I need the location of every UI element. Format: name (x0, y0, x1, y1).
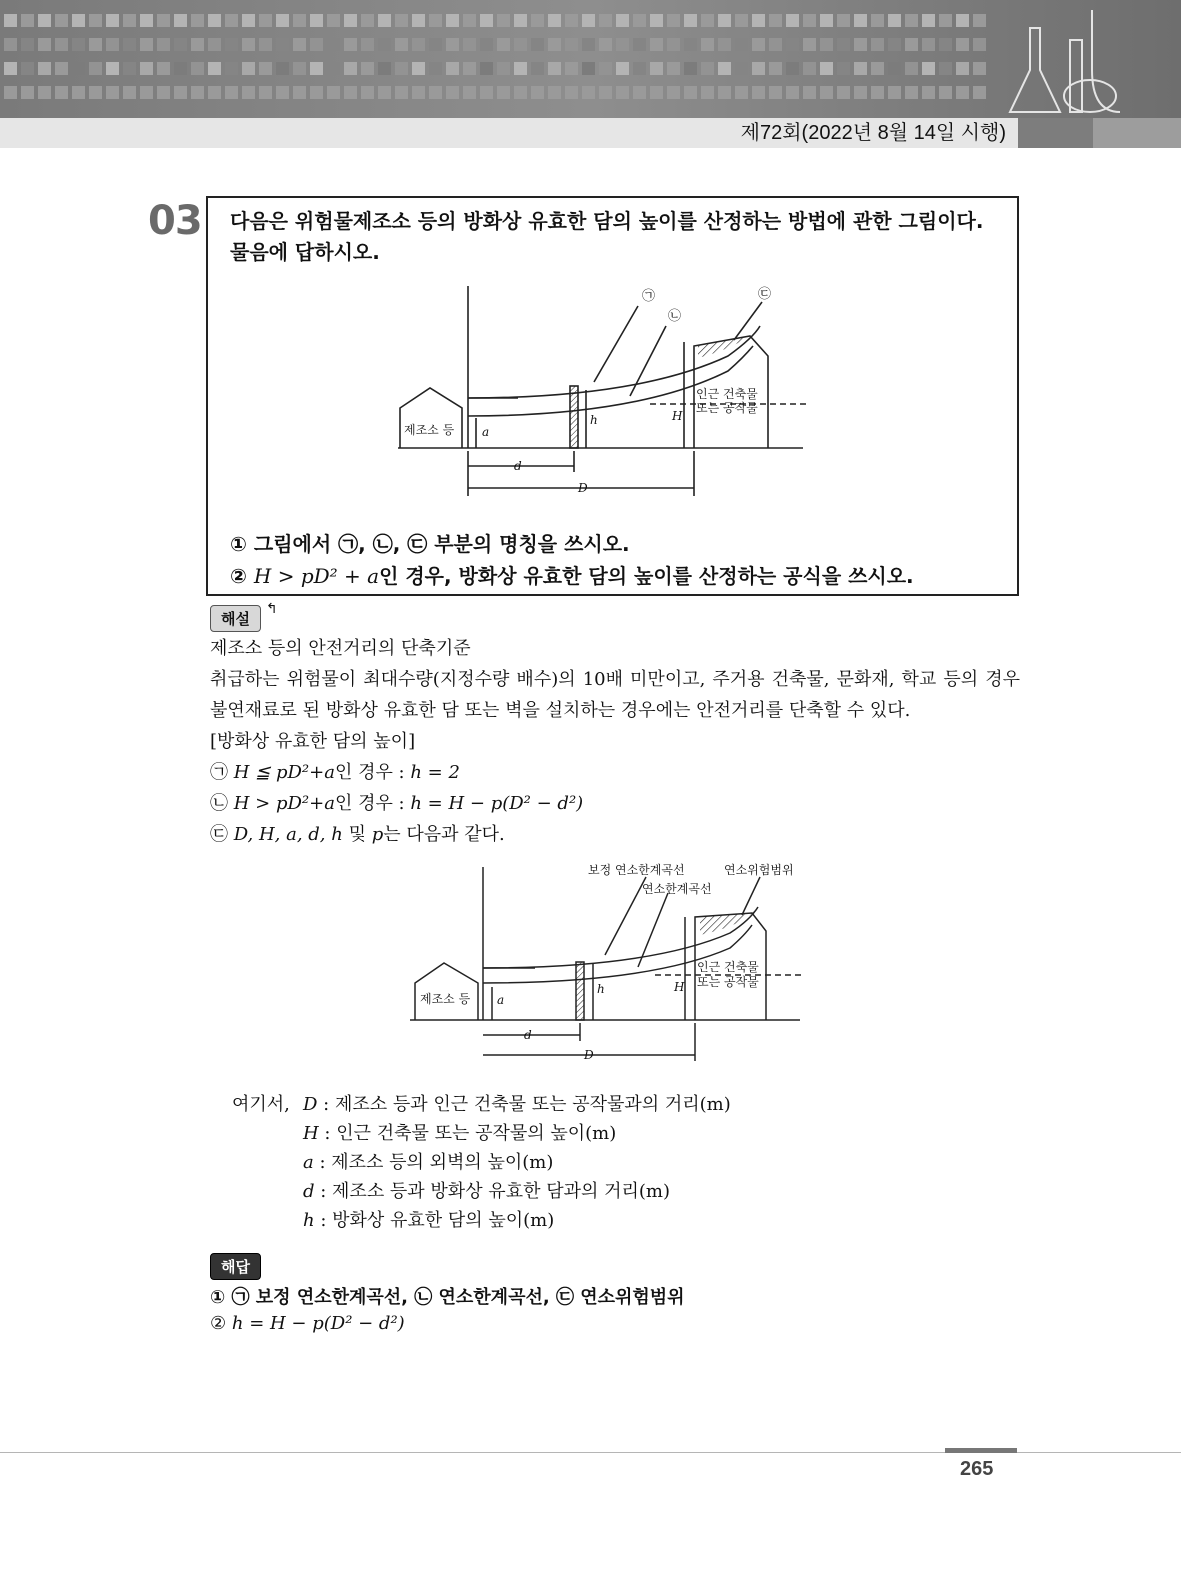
banner-tile (361, 38, 374, 51)
banner-tile (616, 86, 629, 99)
banner-tile (531, 14, 544, 27)
banner-tile (412, 38, 425, 51)
banner-tile (123, 38, 136, 51)
question-text: 다음은 위험물제조소 등의 방화상 유효한 담의 높이를 산정하는 방법에 관한 그림이다. 물음에 답하시오. (230, 209, 984, 264)
banner-tile (463, 62, 476, 75)
banner-tile (905, 86, 918, 99)
banner-tile (905, 62, 918, 75)
fig1-marker-a: ㉠ (642, 289, 656, 304)
banner-tile (565, 38, 578, 51)
banner-tile (854, 62, 867, 75)
banner-tile (463, 14, 476, 27)
banner-tile (191, 14, 204, 27)
banner-tile (956, 62, 969, 75)
banner-tile (684, 38, 697, 51)
fig2-var-H: H (674, 980, 685, 994)
banner-tile (4, 14, 17, 27)
fig2-building-label-2: 또는 공작물 (697, 975, 759, 989)
banner-tile (480, 14, 493, 27)
fig1-var-D: D (578, 481, 588, 495)
banner-tile (21, 38, 34, 51)
banner-tile (735, 38, 748, 51)
sub2-number: ② (230, 564, 247, 588)
banner-tile (803, 62, 816, 75)
banner-tile (72, 86, 85, 99)
banner-tile (157, 86, 170, 99)
banner-tile (21, 62, 34, 75)
banner-tile (837, 14, 850, 27)
banner-tile (327, 62, 340, 75)
banner-tile (276, 62, 289, 75)
banner-tile (429, 62, 442, 75)
banner-tile (548, 86, 561, 99)
fig2-var-D: D (584, 1048, 594, 1062)
banner-tile (769, 86, 782, 99)
banner-tile (242, 86, 255, 99)
banner-tile (38, 62, 51, 75)
banner-tile (21, 14, 34, 27)
banner-tile (4, 38, 17, 51)
banner-tile (259, 86, 272, 99)
banner-tile (293, 14, 306, 27)
banner-tile (123, 14, 136, 27)
banner-tile (310, 86, 323, 99)
banner-tile (327, 38, 340, 51)
banner-tile (208, 62, 221, 75)
sub2-formula: H > pD² + a (253, 564, 380, 588)
banner-tile (888, 86, 901, 99)
definitions-intro: 여기서, (232, 1094, 290, 1115)
banner-tile (854, 86, 867, 99)
banner-tile (140, 86, 153, 99)
banner-tile (939, 38, 952, 51)
banner-tile (89, 38, 102, 51)
banner-tile (684, 62, 697, 75)
banner-tile (633, 38, 646, 51)
explanation-body: 취급하는 위험물이 최대수량(지정수량 배수)의 10배 미만이고, 주거용 건축물, 문화재, 학교 등의 경우 불연재료로 된 방화상 유효한 담 또는 벽을 설치하는 경우에는 안전거리를 단축할 수 있다. (210, 669, 1020, 721)
banner-tile (276, 14, 289, 27)
banner-tile (344, 14, 357, 27)
banner-tile (718, 86, 731, 99)
banner-tile (140, 14, 153, 27)
banner-tile (106, 14, 119, 27)
banner-tile (667, 14, 680, 27)
banner-tile (38, 86, 51, 99)
banner-tile (786, 86, 799, 99)
banner-tile (378, 86, 391, 99)
banner-tile (242, 14, 255, 27)
banner-tile (803, 14, 816, 27)
banner-tile (548, 14, 561, 27)
banner-tile (89, 14, 102, 27)
banner-tile (225, 62, 238, 75)
banner-tile (259, 38, 272, 51)
banner-tile (55, 14, 68, 27)
banner-tile (310, 62, 323, 75)
banner-tile (106, 62, 119, 75)
sub-question-1: ① 그림에서 ㉠, ㉡, ㉢ 부분의 명칭을 쓰시오. (230, 532, 630, 556)
banner-tile (701, 14, 714, 27)
banner-tile (973, 38, 986, 51)
banner-tile (327, 14, 340, 27)
banner-tile (497, 14, 510, 27)
banner-tile (378, 62, 391, 75)
banner-tile (191, 62, 204, 75)
banner-tile (344, 38, 357, 51)
banner-tile (905, 38, 918, 51)
banner-tile (871, 86, 884, 99)
answer-tag: 해답 (210, 1253, 261, 1280)
banner-tile (412, 86, 425, 99)
banner-tile (922, 14, 935, 27)
banner-tile (310, 14, 323, 27)
banner-tile (786, 14, 799, 27)
banner-tile (446, 14, 459, 27)
banner-tile (514, 86, 527, 99)
banner-tile (616, 14, 629, 27)
banner-tile (191, 38, 204, 51)
banner-tile (786, 62, 799, 75)
banner-tile (701, 62, 714, 75)
banner-tile (769, 14, 782, 27)
banner-tile (854, 14, 867, 27)
definition-row: D : 제조소 등과 인근 건축물 또는 공작물과의 거리(m) (303, 1094, 731, 1115)
banner-tile (378, 14, 391, 27)
answer-line-1: ① ㉠ 보정 연소한계곡선, ㉡ 연소한계곡선, ㉢ 연소위험범위 (210, 1287, 685, 1308)
banner-tile (582, 62, 595, 75)
explanation-case-1: ㉠ H ≦ pD²+a인 경우 : h = 2 (210, 762, 460, 783)
banner-tile (599, 38, 612, 51)
banner-tile (429, 86, 442, 99)
banner-tile (752, 86, 765, 99)
fig2-label-limit: 연소한계곡선 (642, 882, 712, 896)
banner-tile (395, 62, 408, 75)
explanation-tag: 해설 (210, 605, 261, 632)
banner-tile (480, 62, 493, 75)
fig1-var-d: d (514, 459, 522, 473)
banner-tile (633, 14, 646, 27)
banner-tile (735, 14, 748, 27)
banner-tile (4, 86, 17, 99)
banner-tile (514, 14, 527, 27)
banner-tile (463, 86, 476, 99)
answer-line-2: ② h = H − p(D² − d²) (210, 1313, 405, 1334)
banner-tile (157, 38, 170, 51)
banner-tile (514, 38, 527, 51)
banner-tile (72, 62, 85, 75)
fig2-var-a: a (497, 993, 505, 1007)
banner-tile (922, 86, 935, 99)
banner-tile (89, 86, 102, 99)
banner-tile (412, 62, 425, 75)
sub2-text: 인 경우, 방화상 유효한 담의 높이를 산정하는 공식을 쓰시오. (379, 564, 914, 588)
banner-tile (599, 86, 612, 99)
banner-tile (378, 38, 391, 51)
banner-tile (123, 62, 136, 75)
banner-tile (650, 38, 663, 51)
banner-tile (38, 38, 51, 51)
banner-tile (446, 38, 459, 51)
definition-row: H : 인근 건축물 또는 공작물의 높이(m) (303, 1123, 617, 1144)
banner-tile (752, 14, 765, 27)
banner-tile (140, 38, 153, 51)
banner-tile (395, 14, 408, 27)
banner-tile (956, 14, 969, 27)
footer-accent-bar (945, 1448, 1017, 1453)
banner-tile (174, 14, 187, 27)
banner-tile (820, 14, 833, 27)
banner-tile (854, 38, 867, 51)
banner-tile (888, 38, 901, 51)
fig1-var-H: H (672, 409, 683, 423)
banner-tile (837, 62, 850, 75)
banner-tile (497, 86, 510, 99)
banner-tile (446, 62, 459, 75)
figure-2 (400, 855, 820, 1065)
banner-tile (939, 86, 952, 99)
banner-tile (259, 62, 272, 75)
fig2-factory-label: 제조소 등 (420, 992, 471, 1006)
explanation-subheading: [방화상 유효한 담의 높이] (210, 731, 416, 752)
fig2-var-d: d (524, 1028, 532, 1042)
banner-tile (973, 62, 986, 75)
banner-tile (361, 86, 374, 99)
banner-tile (820, 38, 833, 51)
banner-tile (871, 14, 884, 27)
banner-tile (633, 86, 646, 99)
banner-tile (480, 86, 493, 99)
banner-tile (565, 14, 578, 27)
banner-tile (701, 38, 714, 51)
banner-tile (293, 62, 306, 75)
fig2-label-corrected: 보정 연소한계곡선 (588, 863, 685, 877)
fig1-factory-label: 제조소 등 (404, 423, 455, 437)
banner-tile (650, 86, 663, 99)
banner-tile (718, 14, 731, 27)
figure-1 (398, 286, 818, 511)
banner-tile (684, 86, 697, 99)
banner-tile (837, 86, 850, 99)
banner-tile (922, 38, 935, 51)
banner-tile (497, 38, 510, 51)
banner-tile (327, 86, 340, 99)
exam-bar-accent-dark (1018, 118, 1093, 148)
fig1-var-a: a (482, 425, 490, 439)
banner-tile (565, 62, 578, 75)
banner-tile (531, 38, 544, 51)
banner-tile (531, 62, 544, 75)
banner-tile (174, 62, 187, 75)
banner-tile (242, 38, 255, 51)
explanation-case-3: ㉢ D, H, a, d, h 및 p는 다음과 같다. (210, 824, 505, 845)
banner-tile (633, 62, 646, 75)
banner-tile (157, 62, 170, 75)
banner-tile (769, 38, 782, 51)
banner-tile (480, 38, 493, 51)
banner-tile (939, 62, 952, 75)
banner-tile (871, 38, 884, 51)
banner-tile (667, 38, 680, 51)
banner-tile (803, 38, 816, 51)
banner-tile (208, 38, 221, 51)
banner-pattern (0, 0, 1181, 118)
banner-tile (888, 14, 901, 27)
banner-tile (157, 14, 170, 27)
exam-label: 제72회(2022년 8월 14일 시행) (740, 122, 1006, 144)
banner-tile (939, 14, 952, 27)
banner-tile (72, 14, 85, 27)
question-box (206, 196, 1019, 596)
fig1-marker-b: ㉡ (668, 309, 682, 324)
banner-tile (922, 62, 935, 75)
header-banner (0, 0, 1181, 118)
banner-tile (871, 62, 884, 75)
banner-tile (310, 38, 323, 51)
banner-tile (106, 38, 119, 51)
explanation-tag-deco-icon: ↰ (266, 601, 278, 617)
banner-tile (820, 62, 833, 75)
banner-tile (276, 86, 289, 99)
definition-row: a : 제조소 등의 외벽의 높이(m) (303, 1152, 554, 1173)
fig2-label-danger: 연소위험범위 (724, 863, 794, 877)
banner-tile (820, 86, 833, 99)
banner-tile (4, 62, 17, 75)
banner-tile (650, 62, 663, 75)
banner-tile (616, 38, 629, 51)
banner-tile (735, 62, 748, 75)
banner-tile (888, 62, 901, 75)
fig2-building-label-1: 인근 건축물 (697, 960, 759, 974)
banner-tile (344, 62, 357, 75)
banner-tile (616, 62, 629, 75)
banner-tile (55, 62, 68, 75)
banner-tile (242, 62, 255, 75)
banner-tile (752, 38, 765, 51)
sub-question-2 (230, 560, 914, 589)
banner-tile (191, 86, 204, 99)
banner-tile (89, 62, 102, 75)
banner-tile (225, 14, 238, 27)
banner-tile (412, 14, 425, 27)
banner-tile (803, 86, 816, 99)
banner-tile (174, 86, 187, 99)
banner-tile (106, 86, 119, 99)
banner-tile (429, 38, 442, 51)
banner-tile (276, 38, 289, 51)
banner-tile (667, 62, 680, 75)
banner-tile (701, 86, 714, 99)
banner-tile (208, 14, 221, 27)
banner-tile (259, 14, 272, 27)
fig1-var-h: h (590, 413, 598, 427)
banner-tile (72, 38, 85, 51)
banner-tile (684, 14, 697, 27)
banner-tile (514, 62, 527, 75)
page-number: 265 (960, 1458, 994, 1480)
banner-tile (735, 86, 748, 99)
fig1-building-label-1: 인근 건축물 (696, 387, 758, 401)
definition-row: h : 방화상 유효한 담의 높이(m) (303, 1210, 555, 1231)
banner-tile (599, 62, 612, 75)
banner-tile (395, 86, 408, 99)
banner-tile (123, 86, 136, 99)
banner-tile (463, 38, 476, 51)
banner-tile (667, 86, 680, 99)
banner-tile (208, 86, 221, 99)
banner-tile (582, 86, 595, 99)
banner-tile (497, 62, 510, 75)
banner-tile (55, 86, 68, 99)
banner-tile (344, 86, 357, 99)
banner-tile (718, 62, 731, 75)
banner-tile (225, 86, 238, 99)
banner-tile (140, 62, 153, 75)
banner-tile (446, 86, 459, 99)
banner-tile (361, 62, 374, 75)
banner-tile (293, 38, 306, 51)
banner-tile (548, 38, 561, 51)
banner-tile (21, 86, 34, 99)
fig1-building-label-2: 또는 공작물 (696, 401, 758, 415)
explanation-case-2: ㉡ H > pD²+a인 경우 : h = H − p(D² − d²) (210, 793, 584, 814)
banner-tile (956, 86, 969, 99)
banner-tile (361, 14, 374, 27)
fig1-marker-c: ㉢ (758, 287, 772, 302)
fig2-var-h: h (597, 982, 605, 996)
banner-tile (786, 38, 799, 51)
banner-tile (531, 86, 544, 99)
banner-tile (38, 14, 51, 27)
definition-row: d : 제조소 등과 방화상 유효한 담과의 거리(m) (303, 1181, 670, 1202)
banner-tile (599, 14, 612, 27)
banner-tile (565, 86, 578, 99)
banner-tile (718, 38, 731, 51)
banner-tile (650, 14, 663, 27)
explanation-title: 제조소 등의 안전거리의 단축기준 (210, 638, 471, 659)
banner-tile (582, 14, 595, 27)
banner-tile (905, 14, 918, 27)
banner-tile (174, 38, 187, 51)
banner-tile (429, 14, 442, 27)
banner-tile (293, 86, 306, 99)
banner-tile (956, 38, 969, 51)
banner-tile (582, 38, 595, 51)
banner-tile (973, 14, 986, 27)
banner-tile (837, 38, 850, 51)
banner-tile (752, 62, 765, 75)
banner-tile (769, 62, 782, 75)
banner-tile (548, 62, 561, 75)
banner-tile (395, 38, 408, 51)
question-number: 03 (148, 198, 202, 244)
banner-tile (55, 38, 68, 51)
banner-tile (225, 38, 238, 51)
banner-tile (973, 86, 986, 99)
